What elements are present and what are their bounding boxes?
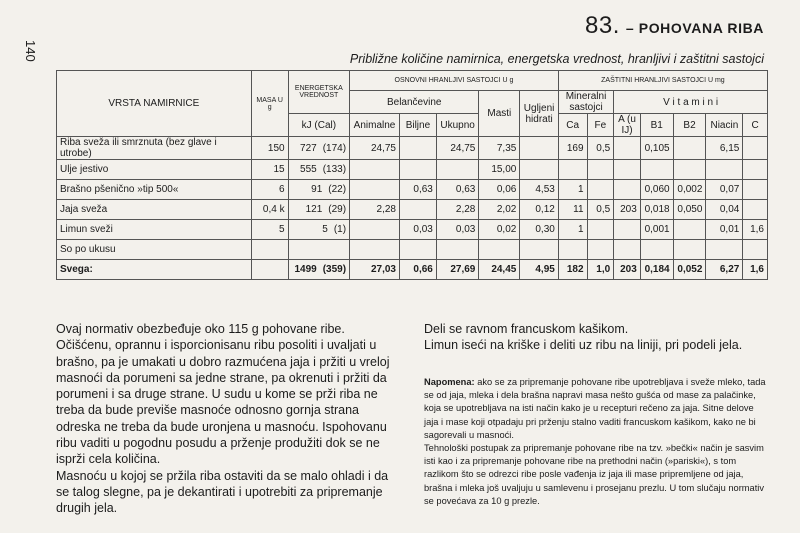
cell-ugh: 4,95 bbox=[520, 260, 559, 280]
header-ca: Ca bbox=[558, 114, 587, 137]
header-osnovni: OSNOVNI HRANLJIVI SASTOJCI U g bbox=[350, 71, 559, 91]
table-total-row bbox=[57, 260, 768, 280]
cell-anim: 24,75 bbox=[350, 137, 400, 160]
cell-bilj: 0,03 bbox=[399, 220, 436, 240]
cell-kj: 555 bbox=[300, 164, 317, 175]
cell-b2 bbox=[673, 160, 706, 180]
cell-fe bbox=[587, 180, 614, 200]
cell-c bbox=[743, 240, 768, 260]
cell-cal: (133) bbox=[322, 164, 347, 175]
table-row bbox=[57, 240, 768, 260]
cell-kj: 5 bbox=[322, 224, 328, 235]
cell-a: 203 bbox=[614, 260, 641, 280]
cell-a bbox=[614, 240, 641, 260]
cell-a bbox=[614, 220, 641, 240]
paragraph-lemon: Limun iseći na kriške i deliti uz ribu na liniji, pri podeli jela. bbox=[424, 338, 743, 353]
cell-b1: 0,105 bbox=[640, 137, 673, 160]
cell-c bbox=[743, 200, 768, 220]
header-vit-c: C bbox=[743, 114, 768, 137]
cell-uk: 0,63 bbox=[436, 180, 478, 200]
cell-masa: 0,4 k bbox=[251, 200, 288, 220]
cell-masti: 0,06 bbox=[479, 180, 520, 200]
cell-fe: 1,0 bbox=[587, 260, 614, 280]
cell-masa: 6 bbox=[251, 180, 288, 200]
cell-energy bbox=[288, 137, 349, 160]
cell-b2: 0,052 bbox=[673, 260, 706, 280]
header-animalne: Animalne bbox=[350, 114, 400, 137]
cell-bilj bbox=[399, 200, 436, 220]
table-row bbox=[57, 180, 768, 200]
header-b1: B1 bbox=[640, 114, 673, 137]
cell-kj: 727 bbox=[300, 142, 317, 154]
cell-anim bbox=[350, 220, 400, 240]
cell-fe: 0,5 bbox=[587, 137, 614, 160]
cell-b1: 0,060 bbox=[640, 180, 673, 200]
header-fe: Fe bbox=[587, 114, 614, 137]
cell-b2 bbox=[673, 240, 706, 260]
cell-c bbox=[743, 137, 768, 160]
cell-fe: 0,5 bbox=[587, 200, 614, 220]
header-zastitni: ZAŠTITNI HRANLJIVI SASTOJCI U mg bbox=[558, 71, 767, 91]
cell-ca: 1 bbox=[558, 180, 587, 200]
cell-name: So po ukusu bbox=[57, 240, 252, 260]
cell-energy bbox=[288, 180, 349, 200]
paragraph-fat: Masnoću u kojoj se pržila riba ostaviti da se malo ohladi i da se talog slegne, pa je dekantirati i upotrebiti za pripremanje drugih jela. bbox=[56, 468, 389, 516]
cell-anim: 2,28 bbox=[350, 200, 400, 220]
cell-ugh: 4,53 bbox=[520, 180, 559, 200]
cell-uk: 2,28 bbox=[436, 200, 478, 220]
cell-ugh: 0,30 bbox=[520, 220, 559, 240]
header-ugljeni: Ugljeni hidrati bbox=[520, 91, 559, 137]
header-b2: B2 bbox=[673, 114, 706, 137]
cell-ugh: 0,12 bbox=[520, 200, 559, 220]
header-ukupno: Ukupno bbox=[436, 114, 478, 137]
cell-bilj bbox=[399, 160, 436, 180]
cell-a bbox=[614, 137, 641, 160]
cell-cal: (359) bbox=[322, 264, 347, 275]
header-mineralni: Mineralni sastojci bbox=[558, 91, 613, 114]
paragraph-serving: Deli se ravnom francuskom kašikom. bbox=[424, 322, 629, 336]
cell-a bbox=[614, 160, 641, 180]
cell-energy bbox=[288, 240, 349, 260]
cell-masa: 150 bbox=[251, 137, 288, 160]
cell-uk: 27,69 bbox=[436, 260, 478, 280]
cell-b1: 0,001 bbox=[640, 220, 673, 240]
cell-anim: 27,03 bbox=[350, 260, 400, 280]
cell-fe bbox=[587, 160, 614, 180]
table-row bbox=[57, 137, 768, 160]
cell-ugh bbox=[520, 240, 559, 260]
cell-ni bbox=[706, 240, 743, 260]
cell-ni: 6,15 bbox=[706, 137, 743, 160]
cell-name: Ulje jestivo bbox=[57, 160, 252, 180]
right-text-column bbox=[424, 321, 768, 354]
cell-masti: 24,45 bbox=[479, 260, 520, 280]
recipe-title bbox=[585, 12, 764, 40]
cell-kj: 121 bbox=[305, 204, 323, 215]
cell-bilj bbox=[399, 137, 436, 160]
cell-name: Jaja sveža bbox=[57, 200, 252, 220]
cell-energy bbox=[288, 260, 349, 280]
recipe-number: 83. bbox=[585, 12, 620, 39]
cell-ni: 6,27 bbox=[706, 260, 743, 280]
paragraph-method: Očišćenu, oprannu i isporcionisanu ribu posoliti i uvaljati u brašno, pa je umakati u dobro razmućena jaja i pržiti u vrelој masnoći da porumeni sa jedne strane, pa okrenuti i pržiti da porumeni i sa druge strane. U sudu u kome se prži riba ne treba da bude previše masnoće odnosno gornja strana odreska ne treba da bude uronjena u masnoću. Ispohovanu ribu vaditi u pogodnu posudu a prženje produžiti dok se ne isprži cela količina. bbox=[56, 338, 390, 467]
note-paragraph-2: Tehnološki postupak za pripremanje pohovane ribe na tzv. »bečki« način je sasvim isti kao i za pripremanje pohovane ribe na prethodni način (»pariski«), s tom razlikom što se odrezci ribe posle vađenja iz jaja ili mase pripremljene od jaja, brašna i mleka još uvaljuju u samlevenu i prosejanu prezlu. U tom slučaju normativ se povećava za 10 g prezle. bbox=[424, 443, 765, 506]
left-text-column bbox=[56, 321, 402, 517]
cell-masti: 7,35 bbox=[479, 137, 520, 160]
cell-masa: 15 bbox=[251, 160, 288, 180]
cell-c bbox=[743, 180, 768, 200]
cell-ni bbox=[706, 160, 743, 180]
recipe-name: – POHOVANA RIBA bbox=[625, 20, 764, 36]
cell-uk bbox=[436, 160, 478, 180]
note-label: Napomena: bbox=[424, 377, 475, 387]
cell-b2 bbox=[673, 137, 706, 160]
cell-energy bbox=[288, 220, 349, 240]
cell-anim bbox=[350, 160, 400, 180]
cell-energy bbox=[288, 160, 349, 180]
table-row bbox=[57, 220, 768, 240]
cell-name: Limun sveži bbox=[57, 220, 252, 240]
cell-c bbox=[743, 160, 768, 180]
paragraph-yield: Ovaj normativ obezbeđuje oko 115 g pohovane ribe. bbox=[56, 322, 345, 336]
header-vrsta: VRSTA NAMIRNICE bbox=[57, 71, 252, 137]
cell-b1: 0,018 bbox=[640, 200, 673, 220]
cell-name: Riba sveža ili smrznuta (bez glave i utrobe) bbox=[57, 137, 252, 160]
table-row bbox=[57, 200, 768, 220]
cell-ni: 0,01 bbox=[706, 220, 743, 240]
header-masa: MASA U g bbox=[251, 71, 288, 137]
cell-ca: 11 bbox=[558, 200, 587, 220]
cell-uk: 24,75 bbox=[436, 137, 478, 160]
cell-bilj bbox=[399, 240, 436, 260]
cell-uk bbox=[436, 240, 478, 260]
cell-ca bbox=[558, 240, 587, 260]
cell-kj: 91 bbox=[311, 184, 323, 195]
cell-ca: 182 bbox=[558, 260, 587, 280]
cell-b2: 0,002 bbox=[673, 180, 706, 200]
header-belancevine: Belančevine bbox=[350, 91, 479, 114]
cell-ca: 169 bbox=[558, 137, 587, 160]
cell-masa bbox=[251, 260, 288, 280]
header-kj: kJ (Cal) bbox=[288, 114, 349, 137]
cell-a bbox=[614, 180, 641, 200]
cell-energy bbox=[288, 200, 349, 220]
cell-masti bbox=[479, 240, 520, 260]
cell-anim bbox=[350, 240, 400, 260]
cell-uk: 0,03 bbox=[436, 220, 478, 240]
cell-a: 203 bbox=[614, 200, 641, 220]
nutrition-table bbox=[56, 70, 768, 280]
cell-c: 1,6 bbox=[743, 220, 768, 240]
cell-ni: 0,04 bbox=[706, 200, 743, 220]
cell-fe bbox=[587, 220, 614, 240]
header-vit-a: A (u IJ) bbox=[614, 114, 641, 137]
cell-c: 1,6 bbox=[743, 260, 768, 280]
cell-b1 bbox=[640, 160, 673, 180]
cell-ca bbox=[558, 160, 587, 180]
header-niacin: Niacin bbox=[706, 114, 743, 137]
cell-masti: 0,02 bbox=[479, 220, 520, 240]
cell-b2: 0,050 bbox=[673, 200, 706, 220]
cell-ugh bbox=[520, 137, 559, 160]
cell-masti: 2,02 bbox=[479, 200, 520, 220]
cell-bilj: 0,66 bbox=[399, 260, 436, 280]
cell-ca: 1 bbox=[558, 220, 587, 240]
cell-b1: 0,184 bbox=[640, 260, 673, 280]
cell-masa: 5 bbox=[251, 220, 288, 240]
cell-bilj: 0,63 bbox=[399, 180, 436, 200]
subtitle: Približne količine namirnica, energetska vrednost, hranljivi i zaštitni sastojci bbox=[349, 52, 764, 66]
page-number: 140 bbox=[23, 40, 38, 62]
cell-ugh bbox=[520, 160, 559, 180]
cell-b1 bbox=[640, 240, 673, 260]
cell-kj: 1499 bbox=[294, 264, 317, 275]
note-box bbox=[424, 376, 768, 508]
header-masti: Masti bbox=[479, 91, 520, 137]
cell-cal: (29) bbox=[328, 204, 347, 215]
header-energ: ENERGETSKA VREDNOST bbox=[288, 71, 349, 114]
note-paragraph-1: ako se za pripremanje pohovane ribe upotrebljava i sveže mleko, tada se od jaja, mleka i delа brašna napravi masa nešto gušća od mase za palačinke, koja se upotrebljava na isti način kako je u recepturi rečeno za jaja. Sitne delove jaja i mase koji otpadaju pri prženju stalno vaditi francuskom kašikom, kako ne bi sagorevali u masnoći. bbox=[424, 377, 766, 440]
cell-name: Svega: bbox=[57, 260, 252, 280]
cell-name: Brašno pšenično »tip 500« bbox=[57, 180, 252, 200]
table-row bbox=[57, 160, 768, 180]
cell-ni: 0,07 bbox=[706, 180, 743, 200]
cell-fe bbox=[587, 240, 614, 260]
cell-cal: (174) bbox=[322, 142, 347, 154]
cell-cal: (22) bbox=[328, 184, 347, 195]
header-vitamini: V i t a m i n i bbox=[614, 91, 768, 114]
header-biljne: Biljne bbox=[399, 114, 436, 137]
cell-masti: 15,00 bbox=[479, 160, 520, 180]
cell-cal: (1) bbox=[333, 224, 347, 235]
cell-anim bbox=[350, 180, 400, 200]
cell-masa bbox=[251, 240, 288, 260]
cell-b2 bbox=[673, 220, 706, 240]
